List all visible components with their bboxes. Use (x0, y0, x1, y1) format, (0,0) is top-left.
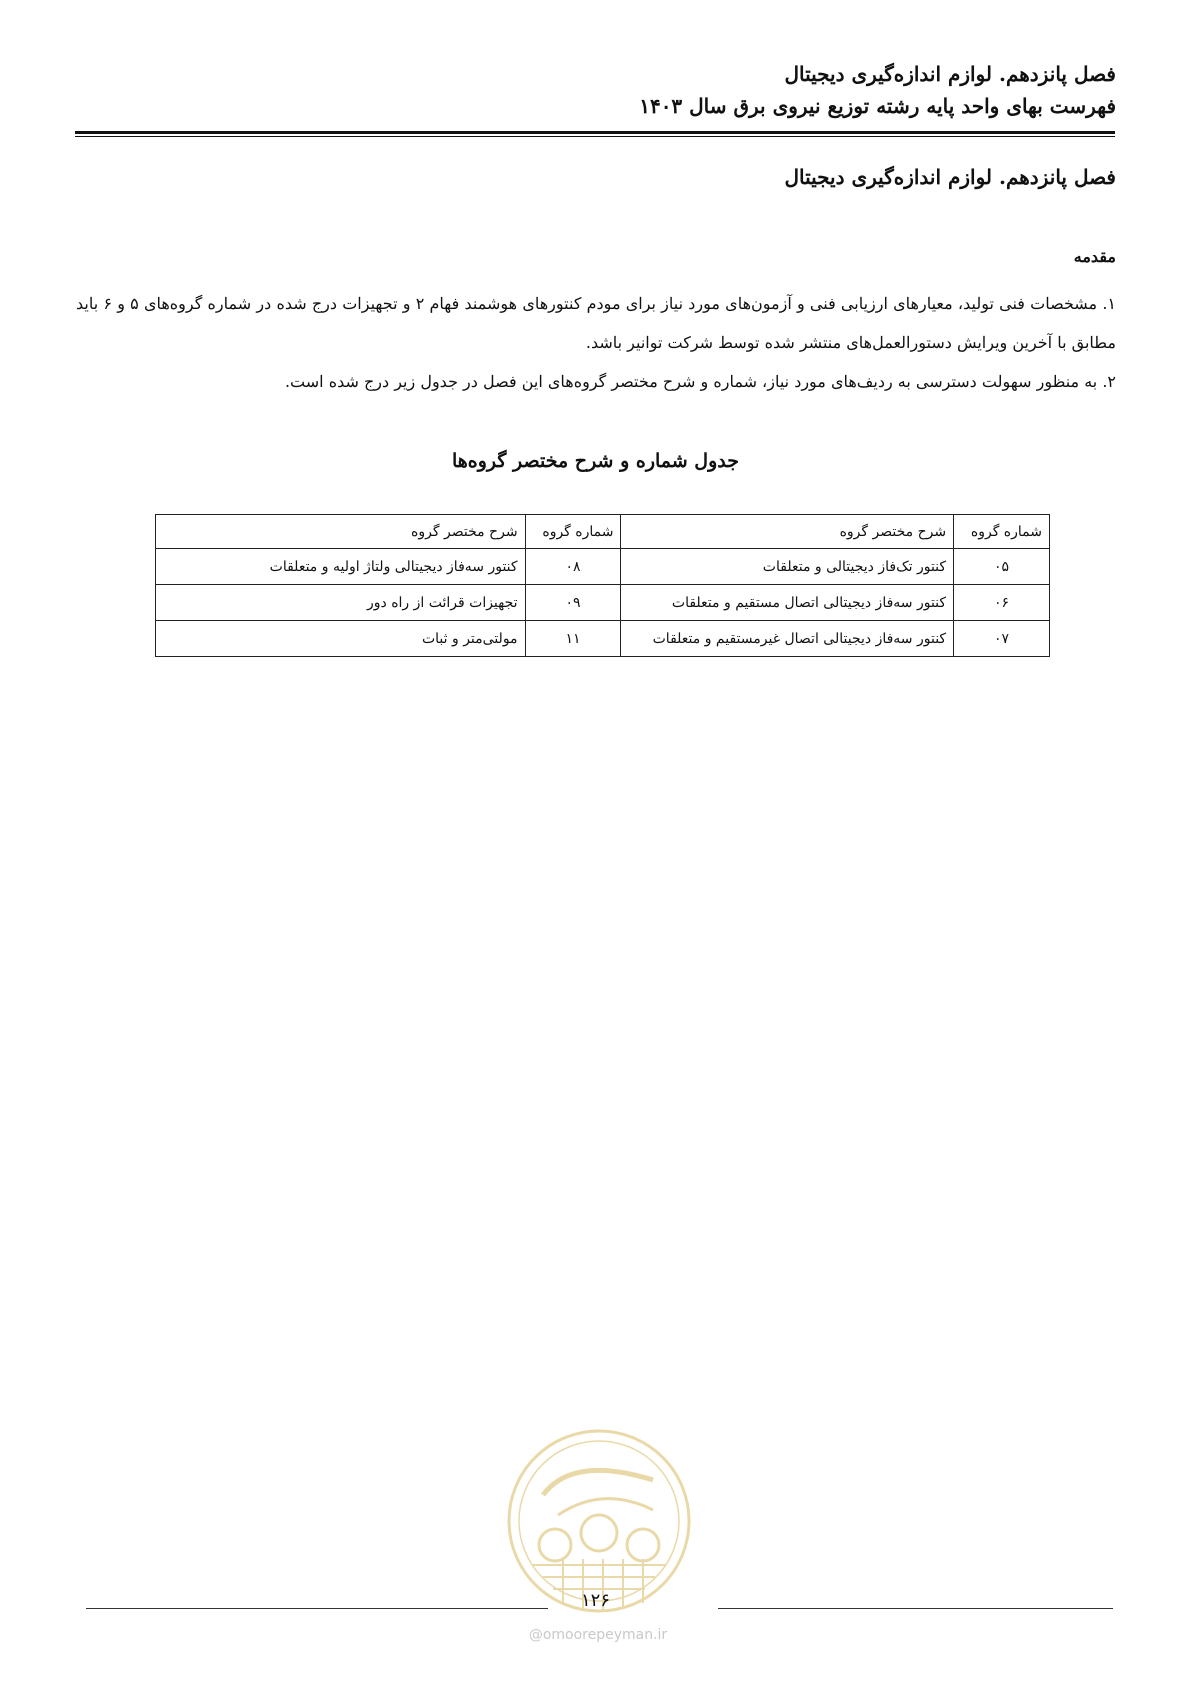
header-divider (75, 131, 1115, 134)
header-group-number: شماره گروه (954, 515, 1050, 549)
group-number-cell: ۰۷ (954, 621, 1050, 657)
table-row (156, 621, 1050, 657)
chapter-title: فصل پانزدهم. لوازم اندازه‌گیری دیجیتال (784, 165, 1116, 189)
watermark-logo-icon (503, 1425, 695, 1617)
page-header (76, 58, 1116, 122)
group-number-cell: ۰۵ (954, 549, 1050, 585)
group-description-cell: کنتور سه‌فاز دیجیتالی اتصال مستقیم و متعلقات (621, 585, 954, 621)
group-description-cell: تجهیزات قرائت از راه دور (156, 585, 526, 621)
group-number-cell: ۱۱ (525, 621, 621, 657)
header-divider-thin (75, 136, 1115, 137)
intro-body (76, 284, 1116, 401)
group-description-cell: کنتور سه‌فاز دیجیتالی ولتاژ اولیه و متعلقات (156, 549, 526, 585)
header-group-description: شرح مختصر گروه (621, 515, 954, 549)
table-header-row (156, 515, 1050, 549)
header-group-number: شماره گروه (525, 515, 621, 549)
group-description-cell: کنتور تک‌فاز دیجیتالی و متعلقات (621, 549, 954, 585)
group-description-cell: کنتور سه‌فاز دیجیتالی اتصال غیرمستقیم و متعلقات (621, 621, 954, 657)
page-number: ۱۲۶ (580, 1590, 610, 1611)
header-chapter-line: فصل پانزدهم. لوازم اندازه‌گیری دیجیتال (784, 62, 1116, 86)
group-number-cell: ۰۹ (525, 585, 621, 621)
group-number-cell: ۰۶ (954, 585, 1050, 621)
intro-paragraph-2: ۲. به منظور سهولت دسترسی به ردیف‌های مورد نیاز، شماره و شرح مختصر گروه‌های این فصل در جدول زیر درج شده است. (284, 372, 1116, 391)
group-description-cell: مولتی‌متر و ثبات (156, 621, 526, 657)
site-url: @omoorepeyman.ir (528, 1627, 668, 1643)
table-caption: جدول شماره و شرح مختصر گروه‌ها (451, 450, 740, 472)
group-number-cell: ۰۸ (525, 549, 621, 585)
header-group-description: شرح مختصر گروه (156, 515, 526, 549)
groups-table (155, 514, 1050, 657)
intro-heading: مقدمه (1073, 247, 1116, 266)
header-catalog-line: فهرست بهای واحد پایه رشته توزیع نیروی برق سال ۱۴۰۳ (639, 94, 1116, 118)
table-row (156, 585, 1050, 621)
intro-paragraph-1: ۱. مشخصات فنی تولید، معیارهای ارزیابی فنی و آزمون‌های مورد نیاز برای مودم کنتورهای هوشمند فهام ۲ و تجهیزات درج شده در شماره گروه‌های ۵ و ۶ باید مطابق با آخرین ویرایش دستورالعمل‌های منتشر شده توسط شرکت توانیر باشد. (76, 294, 1117, 352)
table-row (156, 549, 1050, 585)
